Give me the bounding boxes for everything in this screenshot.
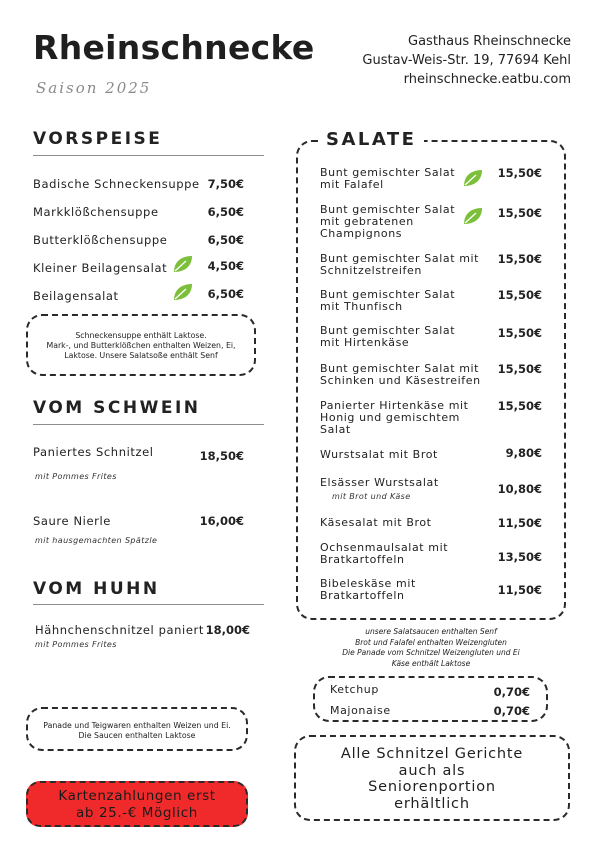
senior-line: auch als [398,762,466,779]
address-name: Gasthaus Rheinschnecke [408,34,571,49]
menu-item-name [320,167,455,191]
menu-item-line: mit Thunfisch [320,300,403,313]
season-label: Saison 2025 [36,79,152,97]
allergen-note-main [26,707,248,751]
menu-item-price: 15,50€ [497,326,542,340]
card-payment-notice [26,781,248,827]
menu-item-price: 11,50€ [497,516,542,530]
vegetarian-leaf-icon [462,168,484,188]
menu-item-price: 9,80€ [505,446,542,460]
menu-item-name [320,289,455,313]
menu-item-price: 15,50€ [497,206,542,220]
menu-item-price: 18,50€ [199,449,244,463]
menu-item-description: mit Brot und Käse [332,492,411,501]
menu-item-price: 16,00€ [199,514,244,528]
restaurant-name: Rheinschnecke [33,28,315,67]
menu-item-name [320,400,469,436]
extra-item-price: 0,70€ [493,685,530,699]
note-line: Panade und Teigwaren enthalten Weizen und Ei. [43,721,231,730]
vegetarian-leaf-icon [462,206,484,226]
menu-item-line: Bratkartoffeln [320,553,405,566]
menu-item-price: 15,50€ [497,288,542,302]
section-title-salate: SALATE [318,129,424,150]
menu-item-name [320,363,481,387]
menu-item-name: Hähnchenschnitzel paniert [35,623,204,637]
menu-item-price: 6,50€ [207,205,244,219]
address-street: Gustav-Weis-Str. 19, 77694 Kehl [362,53,571,68]
menu-item-line: mit Hirtenkäse [320,336,410,349]
menu-item-line: Ochsenmaulsalat mit [320,541,449,554]
menu-item-price: 13,50€ [497,550,542,564]
allergen-note-salate [300,627,562,669]
note-line: Laktose. Unsere Salatsoße enthält Senf [64,351,218,360]
menu-item-line: Salat [320,423,351,436]
menu-item-line: mit gebratenen [320,215,414,228]
divider [33,604,264,605]
menu-item-line: Bibeleskäse mit [320,577,416,590]
menu-item-price: 15,50€ [497,399,542,413]
menu-item-name: Käsesalat mit Brot [320,516,432,529]
senior-portion-notice [294,735,570,821]
menu-item-price: 18,00€ [205,623,250,637]
menu-item-price: 15,50€ [497,362,542,376]
menu-item-name: Paniertes Schnitzel [33,445,154,459]
menu-item-description: mit Pommes Frites [35,472,117,481]
extra-item-name: Ketchup [330,683,379,696]
note-line: unsere Salatsaucen enthalten Senf [365,627,497,636]
menu-item-line: Panierter Hirtenkäse mit [320,399,469,412]
menu-item-description: mit hausgemachten Spätzle [35,536,158,545]
menu-item-name: Markklößchensuppe [33,205,159,219]
divider [33,155,264,156]
menu-item-name [320,204,455,240]
senior-line: Alle Schnitzel Gerichte [340,746,524,762]
menu-item-line: Bunt gemischter Salat [320,203,456,216]
vegetarian-leaf-icon [172,282,194,302]
menu-item-name: Badische Schneckensuppe [33,177,200,191]
menu-item-name: Saure Nierle [33,514,111,528]
senior-line: Seniorenportion [368,779,496,795]
divider [33,424,264,425]
section-title-huhn: VOM HUHN [33,579,160,599]
menu-item-line: Bunt gemischter Salat mit [320,362,480,375]
menu-item-description: mit Pommes Frites [35,640,117,649]
note-line: Käse enthält Laktose [391,658,471,668]
vegetarian-leaf-icon [172,254,194,274]
card-payment-line: Kartenzahlungen erst [58,788,216,804]
menu-item-name [320,325,455,349]
note-line: Schneckensuppe enthält Laktose. [75,331,207,340]
menu-item-name: Wurstsalat mit Brot [320,448,438,461]
menu-item-line: Bunt gemischter Salat mit [320,252,480,265]
menu-item-price: 7,50€ [207,177,244,191]
menu-item-price: 11,50€ [497,583,542,597]
menu-item-price: 15,50€ [497,252,542,266]
menu-item-line: Bunt gemischter Salat [320,324,456,337]
senior-line: erhältlich [394,795,470,812]
menu-item-name: Kleiner Beilagensalat [33,261,168,275]
menu-item-name [320,578,416,602]
address-website[interactable]: rheinschnecke.eatbu.com [403,72,571,87]
menu-item-price: 6,50€ [207,287,244,301]
menu-item-name [320,253,479,277]
card-payment-line: ab 25.-€ Möglich [76,805,198,821]
menu-item-price: 10,80€ [497,482,542,496]
extra-item-price: 0,70€ [493,704,530,718]
menu-item-line: Honig und gemischtem [320,411,460,424]
menu-item-line: Bunt gemischter Salat [320,288,456,301]
note-line: Brot und Falafel enthalten Weizengluten [355,637,507,647]
menu-item-name: Elsässer Wurstsalat [320,476,439,489]
menu-item-line: Champignons [320,227,403,240]
menu-item-line: Schinken und Käsestreifen [320,374,481,387]
menu-item-line: mit Falafel [320,178,384,191]
menu-item-name: Butterklößchensuppe [33,233,168,247]
menu-item-price: 15,50€ [497,166,542,180]
note-line: Die Panade vom Schnitzel Weizengluten und Ei [342,648,520,657]
menu-item-price: 4,50€ [207,259,244,273]
menu-item-line: Bunt gemischter Salat [320,166,456,179]
menu-item-line: Schnitzelstreifen [320,264,422,277]
note-line: Mark-, und Butterklößchen enthalten Weizen, Ei, [46,341,236,350]
allergen-note-vorspeise [26,314,256,376]
extra-item-name: Majonaise [330,704,391,717]
section-title-vorspeise: VORSPEISE [33,129,163,149]
menu-item-price: 6,50€ [207,233,244,247]
section-title-schwein: VOM SCHWEIN [33,398,201,418]
menu-item-name: Beilagensalat [33,289,119,303]
menu-item-name [320,542,448,566]
note-line: Die Saucen enthalten Laktose [78,731,196,740]
menu-item-line: Bratkartoffeln [320,589,405,602]
